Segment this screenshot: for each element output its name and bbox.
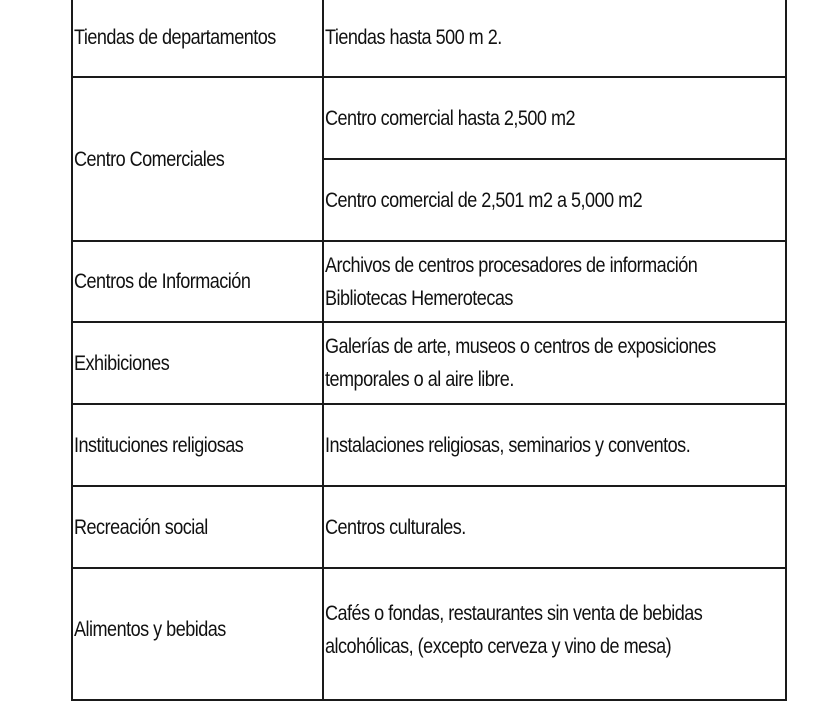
table-row: [72, 486, 786, 568]
category-text: Exhibiciones: [74, 351, 170, 375]
description-cell: [323, 486, 786, 568]
table-row: [72, 568, 786, 700]
category-cell: [72, 0, 323, 77]
table-row: [72, 322, 786, 404]
description-cell: [323, 0, 786, 77]
category-cell: [72, 568, 323, 700]
description-cell: [323, 322, 786, 404]
description-text: Cafés o fondas, restaurantes sin venta de bebidas alcohólicas, (excepto cerveza y vino de mesa): [325, 602, 703, 658]
category-text: Centros de Información: [74, 270, 251, 293]
category-text: Recreación social: [74, 515, 208, 539]
table-row: [72, 404, 786, 486]
category-text: Instituciones religiosas: [74, 433, 244, 457]
category-cell: [72, 77, 323, 241]
description-text: Archivos de centros procesadores de información Bibliotecas Hemerotecas: [325, 253, 698, 310]
description-cell: [323, 568, 786, 700]
description-cell: [323, 404, 786, 486]
table-row: [72, 241, 786, 322]
description-cell: [323, 77, 786, 159]
table-row: [72, 77, 786, 159]
description-cell: [323, 241, 786, 322]
description-text: Centro comercial de 2,501 m2 a 5,000 m2: [325, 188, 643, 212]
description-text: Tiendas hasta 500 m 2.: [325, 26, 502, 49]
category-cell: [72, 404, 323, 486]
category-text: Tiendas de departamentos: [74, 26, 276, 49]
category-cell: [72, 322, 323, 404]
description-text: Centro comercial hasta 2,500 m2: [325, 106, 576, 130]
category-text: Alimentos y bebidas: [74, 618, 226, 641]
category-cell: [72, 241, 323, 322]
description-cell: [323, 159, 786, 241]
land-use-table: [71, 0, 787, 701]
description-text: Galerías de arte, museos o centros de exposiciones temporales o al aire libre.: [325, 335, 716, 391]
description-text: Centros culturales.: [325, 515, 466, 539]
description-text: Instalaciones religiosas, seminarios y conventos.: [325, 433, 691, 457]
category-text: Centro Comerciales: [74, 147, 225, 171]
table-row: [72, 0, 786, 77]
category-cell: [72, 486, 323, 568]
